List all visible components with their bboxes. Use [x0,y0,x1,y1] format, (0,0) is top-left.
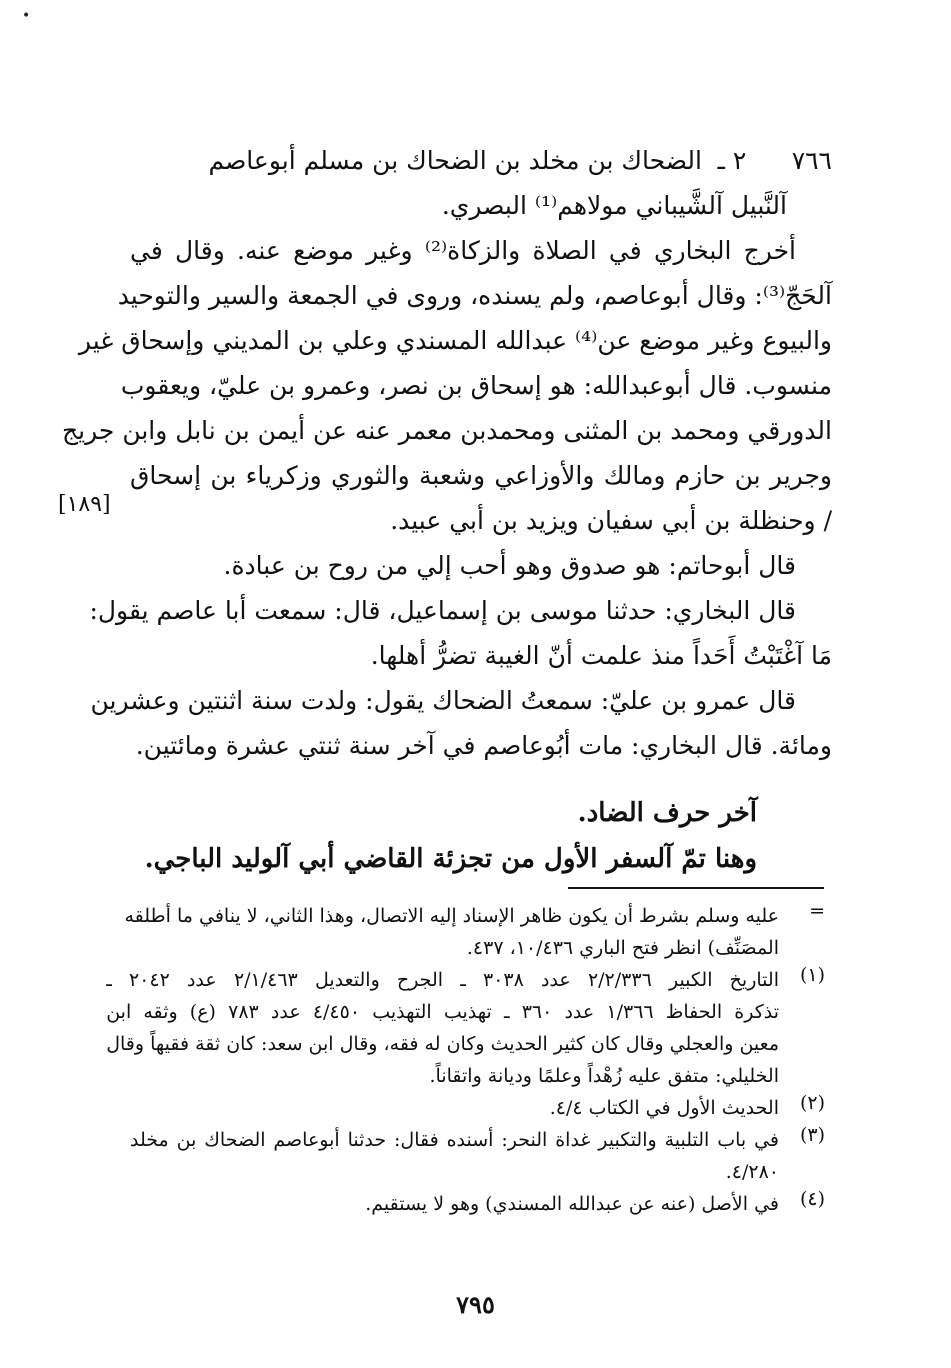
footnote [130,1092,825,1124]
quote-line: قال عمرو بن عليّ: سمعتُ الضحاك يقول: ولدت سنة اثنتين وعشرين [90,686,796,715]
quote-line: قال البخاري: حدثنا موسى بن إسماعيل، قال: سمعت أبا عاصم يقول: [89,596,796,625]
quote-line: مَا آغْتَبْتُ أَحَداً منذ علمت أنّ الغيبة تضرُّ أهلها. [370,641,832,670]
footnote-marker: (٤) [799,1188,825,1210]
entry-heading [130,138,832,183]
body-line: آلحَجّ⁽³⁾: وقال أبوعاصم، ولم يسنده، وروى في الجمعة والسير والتوحيد [117,281,832,310]
corner-mark: • [22,8,31,24]
footnote [130,1188,825,1220]
body-line: منسوب. قال أبوعبدالله: هو إسحاق بن نصر، وعمرو بن عليّ، ويعقوب [120,371,832,400]
entry-title-continuation: آلنَّبيل آلشَّيباني مولاهم⁽¹⁾ البصري. [441,191,787,220]
footnote-line: معين والعجلي وقال كان كثير الحديث وكان له فقه، وقال ابن سعد: كان ثقة فقيهاً وقال [106,1033,779,1055]
footnote-line: في الأصل (عنه عن عبدالله المسندي) وهو لا يستقيم. [365,1193,779,1215]
footnote-marker: (٣) [799,1124,825,1146]
closing-line: وهنا تمّ آلسفر الأول من تجزئة القاضي أبي آلوليد الباجي. [144,844,757,874]
footnote-line: التاريخ الكبير ٢/٢/٣٣٦ عدد ٣٠٣٨ ـ الجرح والتعديل ٢/١/٤٦٣ عدد ٢٠٤٢ ـ [106,969,779,991]
footnote-line: المصَنِّف) انظر فتح الباري ١٠/٤٣٦، ٤٣٧. [466,937,779,959]
footnote [130,1124,825,1188]
footnote-marker: (٢) [799,1092,825,1114]
body-line: / وحنظلة بن أبي سفيان ويزيد بن أبي عبيد. [390,506,832,535]
entry-title: الضحاك بن مخلد بن الضحاك بن مسلم أبوعاصم [208,146,702,175]
quote-line: ومائة. قال البخاري: مات أبُوعاصم في آخر سنة ثنتي عشرة ومائتين. [135,731,832,760]
footnote-line: تذكرة الحفاظ ١/٣٦٦ عدد ٣٦٠ ـ تهذيب التهذيب ٤/٤٥٠ عدد ٧٨٣ (ع) وثقه ابن [106,1001,779,1023]
footnote [106,964,825,1092]
footnote-marker: (١) [799,964,825,986]
closing-line: آخر حرف الضاد. [577,798,757,828]
spacer [130,768,832,790]
footnote-line: في باب التلبية والتكبير غداة النحر: أسنده فقال: حدثنا أبوعاصم الضحاك بن مخلد [130,1129,779,1151]
footnote-line: ٤/٢٨٠. [725,1161,779,1183]
entry-marker: ٢ ـ [717,146,747,175]
footnote-marker: = [809,900,825,922]
body-line: الدورقي ومحمد بن المثنى ومحمدبن معمر عنه عن أيمن بن نابل وابن جريج [62,416,832,445]
footnote-line: عليه وسلم بشرط أن يكون ظاهر الإسناد إليه الاتصال، وهذا الثاني، لا ينافي ما أطلقه [124,905,779,927]
footnote-line: الحديث الأول في الكتاب ٤/٤. [549,1097,779,1119]
body-line: والبيوع وغير موضع عن⁽⁴⁾ عبدالله المسندي وعلي بن المديني وإسحاق غير [78,326,832,355]
body-line: أخرج البخاري في الصلاة والزكاة⁽²⁾ وغير موضع عنه. وقال في [130,236,796,265]
footnote-line: الخليلي: متفق عليه زُهْداً وعلمًا وديانة واتقاناً. [429,1065,779,1087]
footnote-divider [568,887,824,889]
entry-number: ٧٦٦ [791,146,832,175]
footnotes [106,900,825,1220]
quote-line: قال أبوحاتم: هو صدوق وهو أحب إلي من روح بن عبادة. [223,551,796,580]
body-line: وجرير بن حازم ومالك والأوزاعي وشعبة والثوري وزكرياء بن إسحاق [130,461,832,490]
page-number: ٧٩٥ [456,1290,495,1319]
margin-reference: [١٨٩] [58,492,111,517]
footnote [124,900,825,964]
